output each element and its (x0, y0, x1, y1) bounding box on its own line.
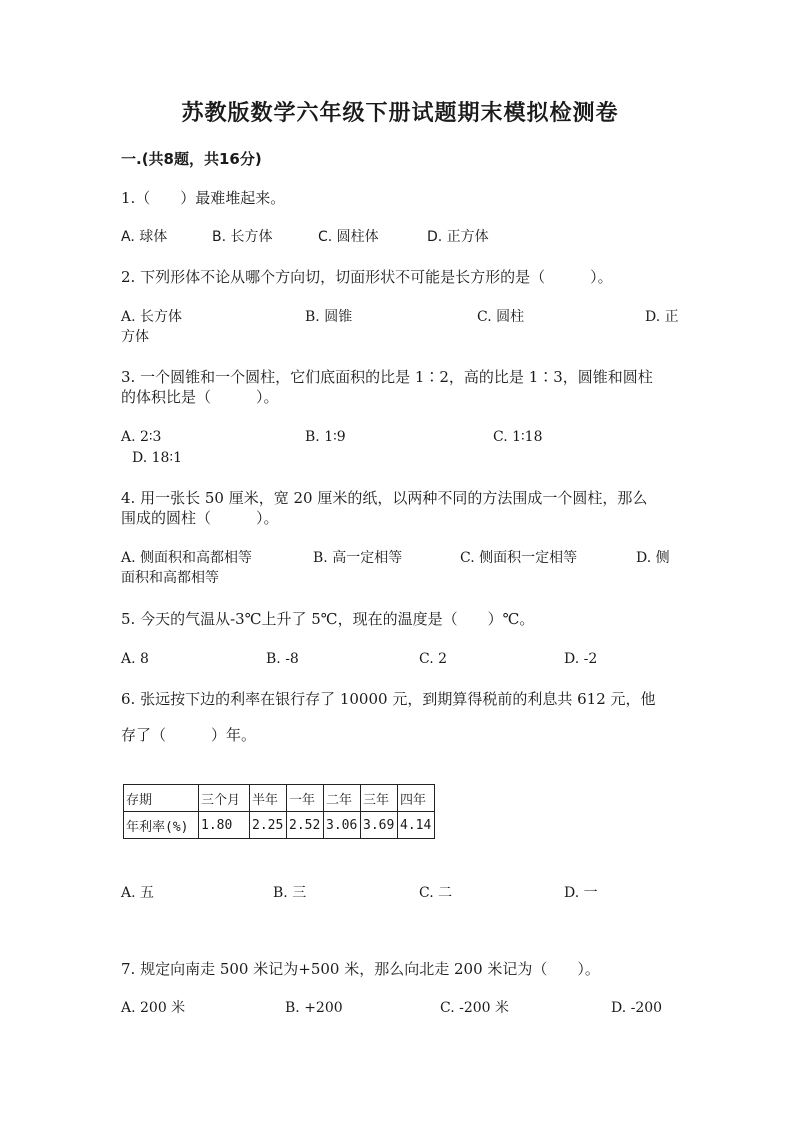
q4-option-b[interactable]: B. 高一定相等 (313, 550, 403, 566)
q3-option-b[interactable]: B. 1∶9 (305, 429, 346, 445)
q4-option-c[interactable]: C. 侧面积一定相等 (460, 550, 578, 566)
question-4-stem-line-1: 4. 用一张长 50 厘米，宽 20 厘米的纸，以两种不同的方法围成一个圆柱，那么 (121, 489, 648, 507)
table-cell: 存期 (124, 785, 199, 812)
q2-option-c[interactable]: C. 圆柱 (477, 309, 525, 325)
q4-option-d[interactable]: D. 侧 (636, 550, 670, 566)
table-cell: 二年 (324, 785, 361, 812)
question-3-stem-line-1: 3. 一个圆锥和一个圆柱，它们底面积的比是 1∶2，高的比是 1∶3，圆锥和圆柱 (121, 368, 653, 386)
table-cell: 四年 (398, 785, 435, 812)
section-heading: 一.(共8题，共16分) (121, 150, 262, 168)
q2-option-b[interactable]: B. 圆锥 (305, 309, 353, 325)
q3-option-c[interactable]: C. 1∶18 (493, 429, 543, 445)
q6-option-b[interactable]: B. 三 (273, 885, 307, 901)
question-6-stem-line-1: 6. 张远按下边的利率在银行存了 10000 元，到期算得税前的利息共 612 元，他 (121, 690, 656, 708)
table-cell: 年利率(%) (124, 812, 199, 839)
question-6-stem-line-2: 存了（ ）年。 (121, 726, 257, 744)
question-1-stem: 1.（ ）最难堆起来。 (121, 189, 286, 207)
question-5-stem: 5. 今天的气温从-3℃上升了 5℃，现在的温度是（ ）℃。 (121, 610, 535, 628)
table-row-term (124, 785, 435, 812)
q5-option-d[interactable]: D. -2 (564, 651, 598, 667)
table-cell: 3.06 (324, 812, 361, 839)
question-7-stem: 7. 规定向南走 500 米记为+500 米，那么向北走 200 米记为（ ）。 (121, 960, 600, 978)
q1-option-b[interactable]: B. 长方体 (212, 229, 273, 245)
q4-option-a[interactable]: A. 侧面积和高都相等 (121, 550, 253, 566)
q6-option-d[interactable]: D. 一 (564, 885, 598, 901)
q5-option-a[interactable]: A. 8 (121, 651, 149, 667)
table-cell: 2.25 (250, 812, 287, 839)
question-4-stem-line-2: 围成的圆柱（ ）。 (121, 509, 279, 527)
q5-option-c[interactable]: C. 2 (419, 651, 448, 667)
q6-option-a[interactable]: A. 五 (121, 885, 155, 901)
interest-rate-table (123, 784, 435, 839)
q1-option-d[interactable]: D. 正方体 (427, 229, 489, 245)
page-title: 苏教版数学六年级下册试题期末模拟检测卷 (181, 101, 619, 126)
q7-option-a[interactable]: A. 200 米 (121, 1000, 186, 1016)
q2-option-d-continued: 方体 (121, 329, 149, 345)
table-cell: 3.69 (361, 812, 398, 839)
q7-option-b[interactable]: B. +200 (285, 1000, 343, 1016)
table-cell: 2.52 (287, 812, 324, 839)
q3-option-a[interactable]: A. 2∶3 (121, 429, 162, 445)
q7-option-d[interactable]: D. -200 (611, 1000, 663, 1016)
question-2-stem: 2. 下列形体不论从哪个方向切，切面形状不可能是长方形的是（ ）。 (121, 268, 613, 286)
q6-option-c[interactable]: C. 二 (419, 885, 453, 901)
table-cell: 1.80 (199, 812, 250, 839)
q1-option-c[interactable]: C. 圆柱体 (318, 229, 379, 245)
q5-option-b[interactable]: B. -8 (266, 651, 299, 667)
q2-option-a[interactable]: A. 长方体 (121, 309, 183, 325)
q1-option-a[interactable]: A. 球体 (121, 229, 168, 245)
table-cell: 三年 (361, 785, 398, 812)
table-cell: 4.14 (398, 812, 435, 839)
q3-option-d[interactable]: D. 18∶1 (132, 450, 182, 466)
question-3-stem-line-2: 的体积比是（ ）。 (121, 388, 279, 406)
table-cell: 半年 (250, 785, 287, 812)
q7-option-c[interactable]: C. -200 米 (440, 1000, 510, 1016)
table-cell: 一年 (287, 785, 324, 812)
q2-option-d[interactable]: D. 正 (645, 309, 679, 325)
table-row-rate (124, 812, 435, 839)
table-cell: 三个月 (199, 785, 250, 812)
q4-option-d-continued: 面积和高都相等 (121, 570, 219, 586)
